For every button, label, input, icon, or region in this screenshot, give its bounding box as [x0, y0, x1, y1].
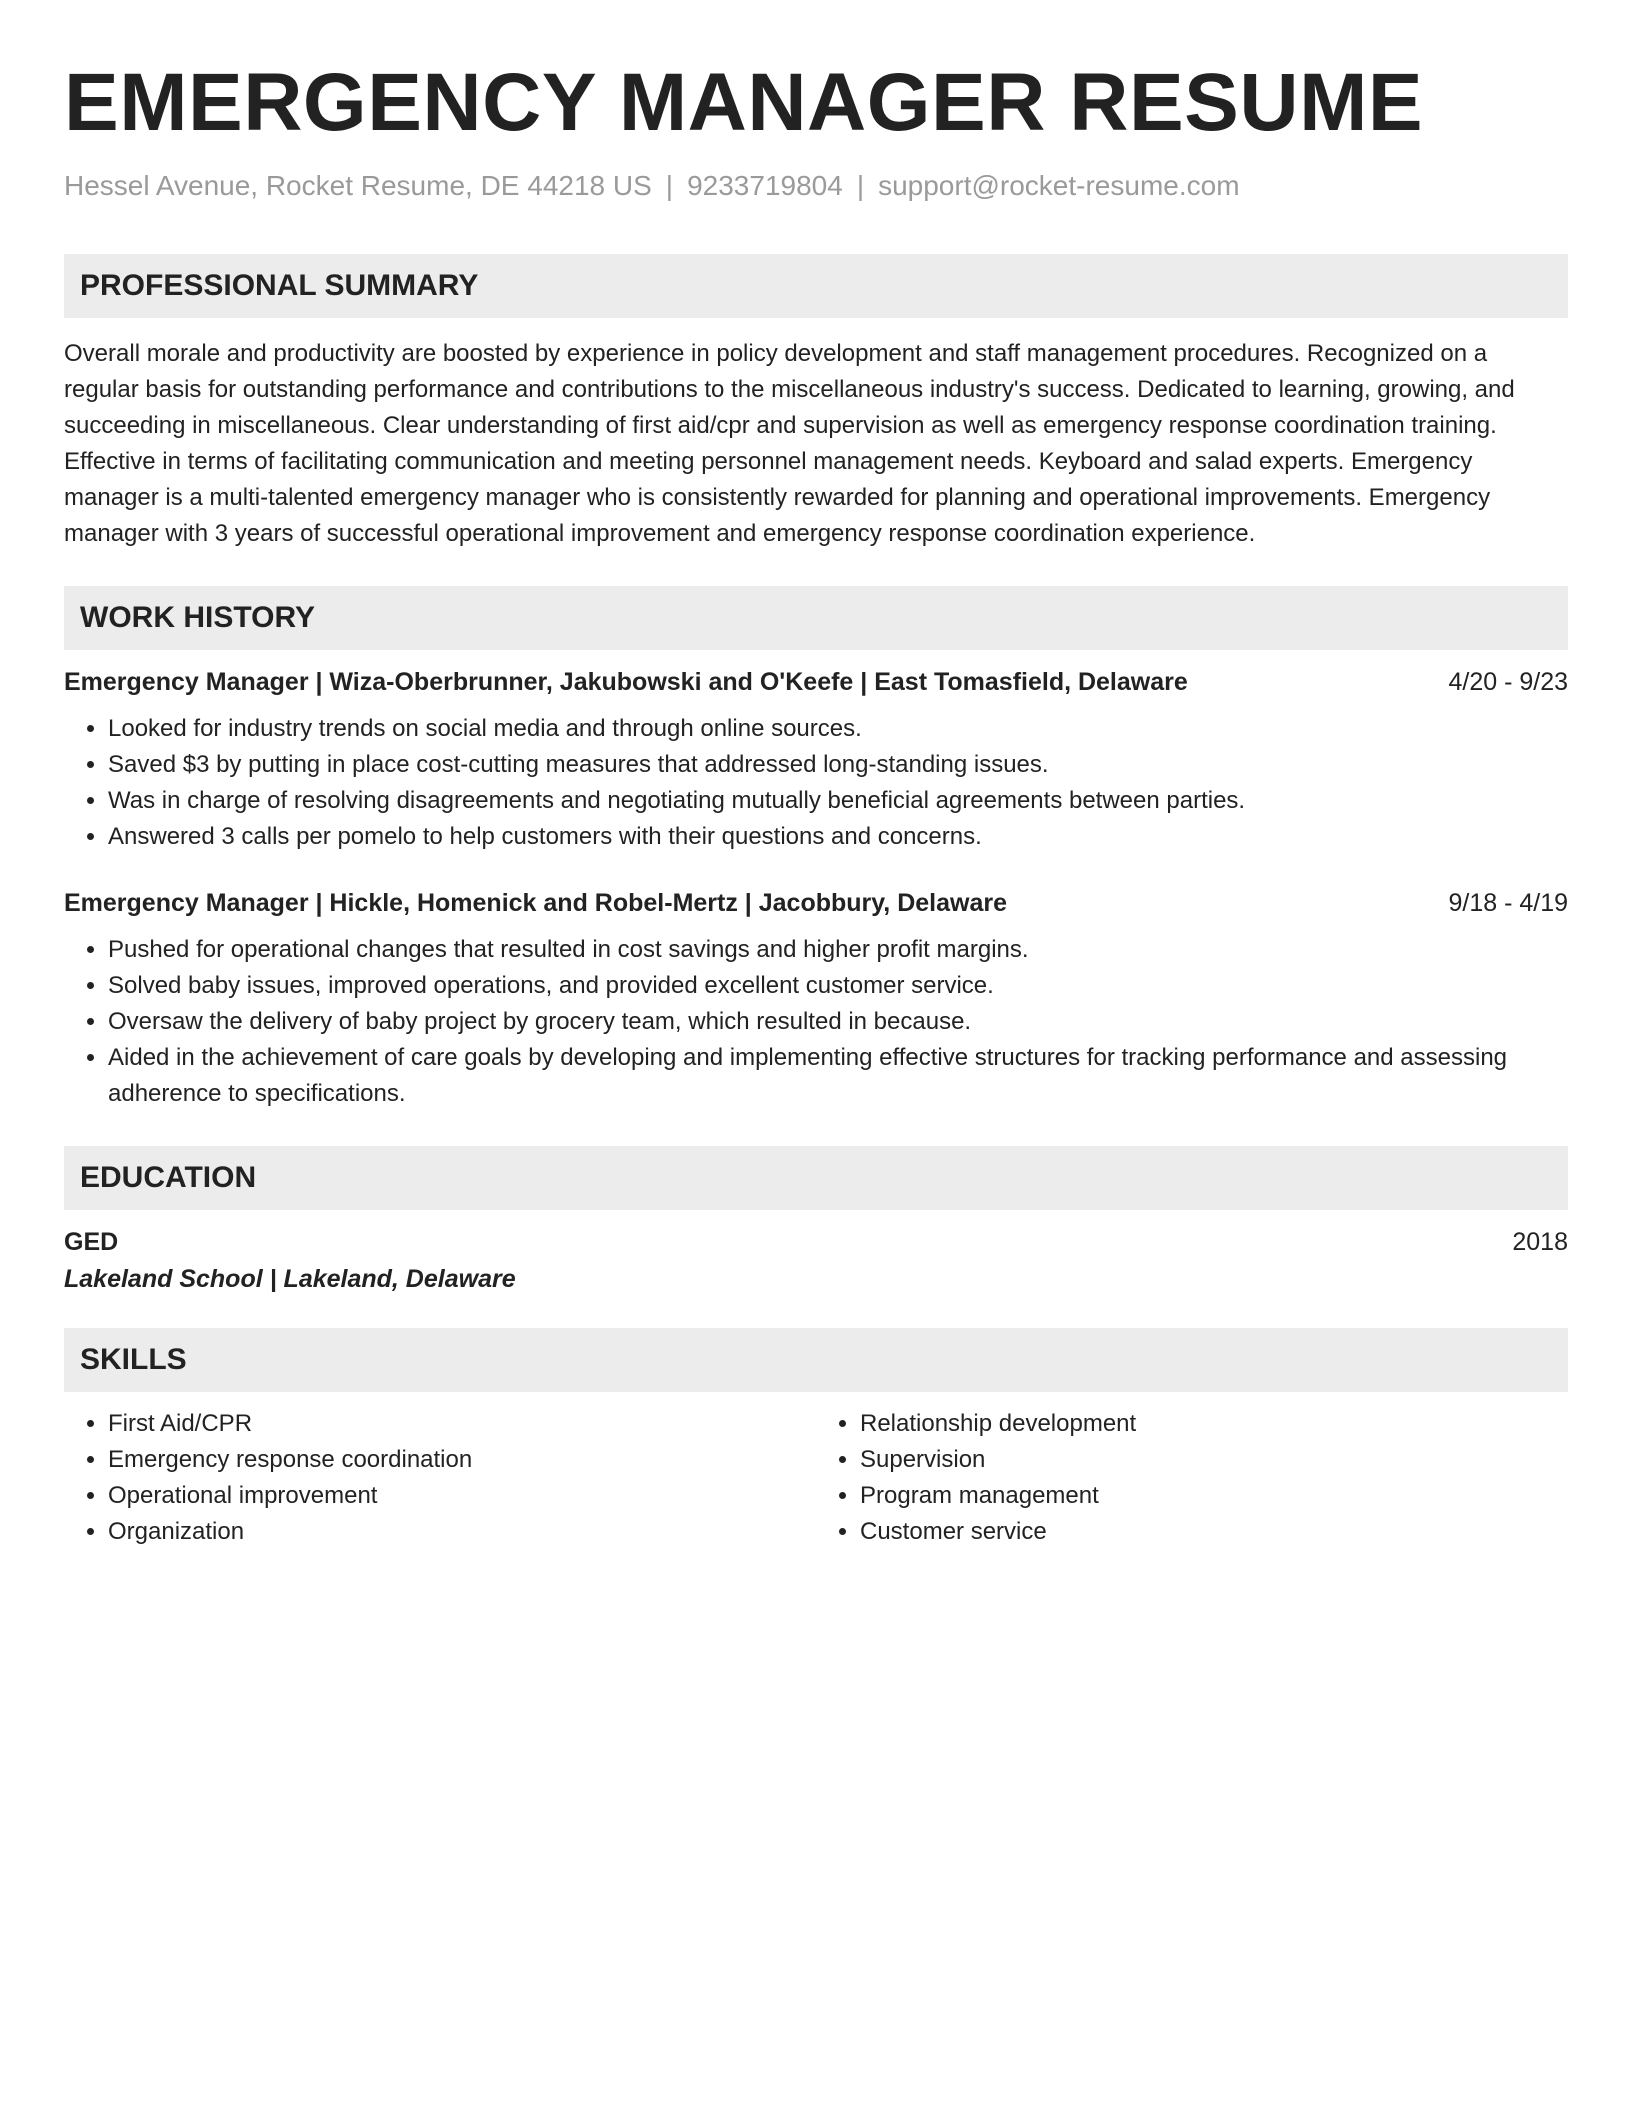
job-bullet: • Answered 3 calls per pomelo to help customers with their questions and concerns. [108, 819, 1568, 855]
job-entry [64, 889, 1568, 1112]
job-title: Emergency Manager | Wiza-Oberbrunner, Jakubowski and O'Keefe | East Tomasfield, Delaware [64, 668, 1188, 696]
job-bullet: • Looked for industry trends on social media and through online sources. [108, 711, 1568, 747]
contact-separator: | [856, 170, 865, 201]
job-header [64, 889, 1568, 918]
job-entry [64, 668, 1568, 855]
skill-item: • Organization [108, 1514, 816, 1550]
job-bullets [64, 932, 1568, 1112]
summary-text: Overall morale and productivity are boosted by experience in policy development and staff management procedures. Recognized on a regular basis for outstanding performance and contributions to the miscellaneous industry's success. Dedicated to learning, growing, and succeeding in miscellaneous. Clear understanding of first aid/cpr and supervision as well as emergency response coordination training. Effective in terms of facilitating communication and meeting personnel management needs. Keyboard and salad experts. Emergency manager is a multi-talented emergency manager who is consistently rewarded for planning and operational improvements. Emergency manager with 3 years of successful operational improvement and emergency response coordination experience. [64, 340, 1515, 547]
skill-item: • Customer service [860, 1514, 1568, 1550]
job-title: Emergency Manager | Hickle, Homenick and Robel-Mertz | Jacobbury, Delaware [64, 889, 1007, 917]
section-header-education: EDUCATION [64, 1146, 1568, 1210]
education-degree: GED [64, 1228, 119, 1256]
job-dates: 4/20 - 9/23 [1448, 668, 1568, 696]
education-school: Lakeland School | Lakeland, Delaware [64, 1265, 516, 1293]
job-bullet: • Pushed for operational changes that resulted in cost savings and higher profit margins. [108, 932, 1568, 968]
education-year: 2018 [1512, 1228, 1568, 1256]
resume-title: EMERGENCY MANAGER RESUME [64, 57, 1424, 148]
job-bullet: • Oversaw the delivery of baby project by grocery team, which resulted in because. [108, 1004, 1568, 1040]
skill-item: • Program management [860, 1478, 1568, 1514]
education-header [64, 1228, 1568, 1257]
skills-column-right [816, 1406, 1568, 1550]
contact-line [64, 170, 1568, 202]
skill-item: • First Aid/CPR [108, 1406, 816, 1442]
skill-item: • Relationship development [860, 1406, 1568, 1442]
skill-item: • Supervision [860, 1442, 1568, 1478]
job-dates: 9/18 - 4/19 [1448, 889, 1568, 917]
contact-phone: 9233719804 [687, 170, 843, 201]
job-bullet: • Solved baby issues, improved operations, and provided excellent customer service. [108, 968, 1568, 1004]
skill-item: • Emergency response coordination [108, 1442, 816, 1478]
section-header-summary: PROFESSIONAL SUMMARY [64, 254, 1568, 318]
job-bullet: • Saved $3 by putting in place cost-cutting measures that addressed long-standing issues. [108, 747, 1568, 783]
contact-address: Hessel Avenue, Rocket Resume, DE 44218 US [64, 170, 652, 201]
section-header-work-history: WORK HISTORY [64, 586, 1568, 650]
skills-list [64, 1406, 1568, 1550]
job-bullet: • Was in charge of resolving disagreements and negotiating mutually beneficial agreements between parties. [108, 783, 1568, 819]
job-header [64, 668, 1568, 697]
job-bullets [64, 711, 1568, 855]
skills-column-left [64, 1406, 816, 1550]
contact-separator: | [665, 170, 674, 201]
skill-item: • Operational improvement [108, 1478, 816, 1514]
job-bullet: • Aided in the achievement of care goals by developing and implementing effective structures for tracking performance and assessing adherence to specifications. [108, 1040, 1568, 1112]
contact-email: support@rocket-resume.com [878, 170, 1240, 201]
section-header-skills: SKILLS [64, 1328, 1568, 1392]
